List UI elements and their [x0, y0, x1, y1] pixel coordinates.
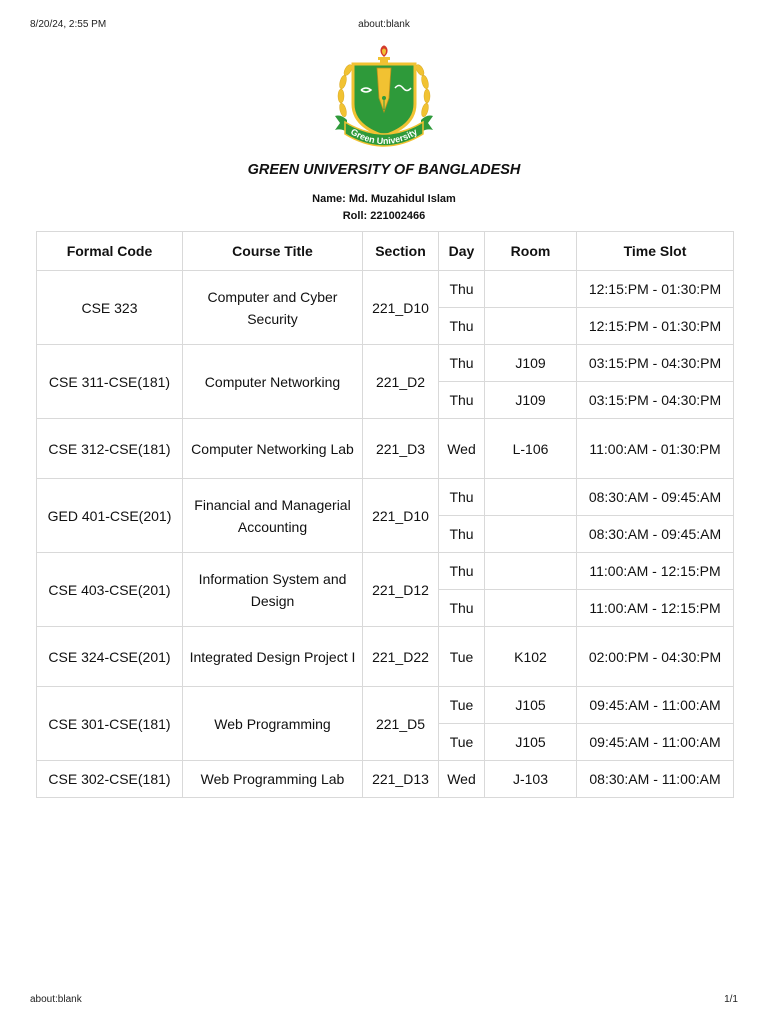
cell-title: Computer Networking Lab	[183, 419, 363, 479]
cell-room: J109	[485, 345, 577, 382]
cell-code: GED 401-CSE(201)	[37, 479, 183, 553]
cell-day: Thu	[439, 479, 485, 516]
cell-section: 221_D10	[363, 271, 439, 345]
university-logo	[331, 44, 437, 150]
cell-section: 221_D13	[363, 761, 439, 798]
cell-day: Tue	[439, 627, 485, 687]
header-course-title: Course Title	[183, 232, 363, 271]
cell-title: Web Programming	[183, 687, 363, 761]
cell-time: 08:30:AM - 09:45:AM	[577, 479, 734, 516]
cell-room	[485, 479, 577, 516]
cell-room: J105	[485, 687, 577, 724]
university-title: GREEN UNIVERSITY OF BANGLADESH	[247, 162, 521, 178]
table-row	[37, 687, 734, 724]
logo-text: Green University	[349, 126, 420, 147]
header-time-slot: Time Slot	[577, 232, 734, 271]
cell-code: CSE 323	[37, 271, 183, 345]
cell-day: Thu	[439, 590, 485, 627]
class-routine-table	[36, 231, 734, 798]
cell-room	[485, 590, 577, 627]
cell-time: 12:15:PM - 01:30:PM	[577, 308, 734, 345]
cell-title: Computer and Cyber Security	[183, 271, 363, 345]
cell-room: K102	[485, 627, 577, 687]
torch-icon	[378, 46, 390, 65]
cell-day: Thu	[439, 271, 485, 308]
print-footer-url: about:blank	[30, 994, 82, 1005]
cell-room: J109	[485, 382, 577, 419]
cell-time: 09:45:AM - 11:00:AM	[577, 687, 734, 724]
cell-code: CSE 302-CSE(181)	[37, 761, 183, 798]
header-room: Room	[485, 232, 577, 271]
student-name: Name: Md. Muzahidul Islam	[312, 193, 456, 205]
cell-title: Integrated Design Project I	[183, 627, 363, 687]
header-formal-code: Formal Code	[37, 232, 183, 271]
cell-code: CSE 301-CSE(181)	[37, 687, 183, 761]
table-row	[37, 761, 734, 798]
header-day: Day	[439, 232, 485, 271]
cell-room	[485, 553, 577, 590]
table-row	[37, 419, 734, 479]
cell-time: 08:30:AM - 09:45:AM	[577, 516, 734, 553]
cell-title: Web Programming Lab	[183, 761, 363, 798]
cell-day: Wed	[439, 761, 485, 798]
cell-time: 03:15:PM - 04:30:PM	[577, 345, 734, 382]
cell-code: CSE 403-CSE(201)	[37, 553, 183, 627]
cell-day: Thu	[439, 516, 485, 553]
cell-room	[485, 516, 577, 553]
table-header-row	[37, 232, 734, 271]
student-roll: Roll: 221002466	[342, 210, 426, 222]
table-row	[37, 345, 734, 382]
cell-time: 11:00:AM - 12:15:PM	[577, 553, 734, 590]
print-header-url: about:blank	[358, 19, 410, 30]
cell-day: Thu	[439, 553, 485, 590]
cell-room: L-106	[485, 419, 577, 479]
cell-room	[485, 271, 577, 308]
cell-code: CSE 312-CSE(181)	[37, 419, 183, 479]
table-row	[37, 627, 734, 687]
table-row	[37, 271, 734, 308]
cell-title: Financial and Managerial Accounting	[183, 479, 363, 553]
cell-day: Thu	[439, 345, 485, 382]
cell-code: CSE 311-CSE(181)	[37, 345, 183, 419]
cell-day: Tue	[439, 724, 485, 761]
cell-day: Wed	[439, 419, 485, 479]
cell-room: J-103	[485, 761, 577, 798]
print-datetime: 8/20/24, 2:55 PM	[30, 19, 107, 30]
cell-room: J105	[485, 724, 577, 761]
cell-section: 221_D5	[363, 687, 439, 761]
cell-title: Information System and Design	[183, 553, 363, 627]
cell-section: 221_D22	[363, 627, 439, 687]
cell-section: 221_D10	[363, 479, 439, 553]
cell-time: 11:00:AM - 01:30:PM	[577, 419, 734, 479]
cell-time: 02:00:PM - 04:30:PM	[577, 627, 734, 687]
cell-time: 03:15:PM - 04:30:PM	[577, 382, 734, 419]
cell-code: CSE 324-CSE(201)	[37, 627, 183, 687]
cell-room	[485, 308, 577, 345]
cell-time: 09:45:AM - 11:00:AM	[577, 724, 734, 761]
cell-section: 221_D2	[363, 345, 439, 419]
cell-day: Thu	[439, 308, 485, 345]
table-row	[37, 553, 734, 590]
cell-day: Thu	[439, 382, 485, 419]
cell-day: Tue	[439, 687, 485, 724]
cell-section: 221_D12	[363, 553, 439, 627]
cell-section: 221_D3	[363, 419, 439, 479]
cell-title: Computer Networking	[183, 345, 363, 419]
cell-time: 08:30:AM - 11:00:AM	[577, 761, 734, 798]
cell-time: 11:00:AM - 12:15:PM	[577, 590, 734, 627]
header-section: Section	[363, 232, 439, 271]
cell-time: 12:15:PM - 01:30:PM	[577, 271, 734, 308]
print-page-number: 1/1	[724, 994, 738, 1005]
table-row	[37, 479, 734, 516]
